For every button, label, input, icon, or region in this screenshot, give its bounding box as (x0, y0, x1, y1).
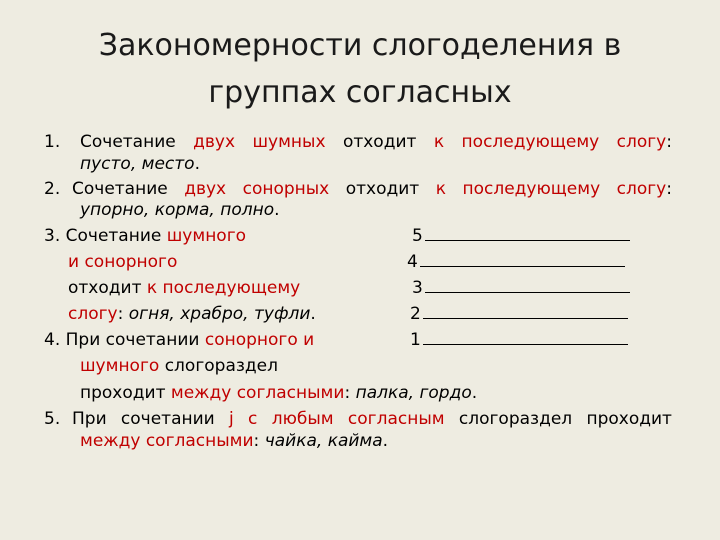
colon: : (666, 179, 672, 199)
scale-item (410, 327, 628, 353)
title-line-2: группах согласных (208, 75, 512, 110)
scale-number: 3 (412, 278, 423, 298)
scale-number: 2 (410, 304, 421, 324)
word-highlight: с (248, 409, 258, 429)
rule-5-line-2 (80, 428, 388, 454)
colon: : (344, 383, 356, 403)
rule-2-number: 2. (44, 179, 61, 199)
rule-3-highlight: шумного (166, 226, 247, 246)
word-highlight: сонорных (242, 179, 330, 199)
word: При (72, 409, 107, 429)
period: . (471, 383, 478, 403)
rule-3-text: 3. Сочетание (44, 226, 167, 246)
rule-4-text: слогораздел (159, 356, 278, 376)
rule-3-text: отходит (68, 278, 147, 298)
scale-number: 4 (407, 252, 418, 272)
word-highlight: двух (184, 179, 227, 199)
blank-line (423, 327, 628, 345)
rule-1-examples: пусто, место (80, 154, 195, 174)
scale-item (410, 301, 628, 327)
word: отходит (342, 132, 417, 152)
rule-3-line-2 (68, 249, 177, 275)
rule-5-examples: чайка, кайма (264, 431, 383, 451)
rule-4-line-3 (80, 380, 477, 406)
rule-4-line-2 (80, 353, 278, 379)
word-highlight: шумных (252, 132, 326, 152)
word-highlight: согласным (347, 409, 445, 429)
scale-item (412, 275, 630, 301)
word: Сочетание (80, 132, 176, 152)
word: сочетании (120, 409, 215, 429)
rule-1-number: 1. (44, 132, 61, 152)
scale-number: 1 (410, 330, 421, 350)
scale-item (407, 249, 625, 275)
rule-3-examples: огня, храбро, туфли (128, 304, 311, 324)
word-highlight: к (433, 132, 445, 152)
period: . (310, 304, 316, 324)
rule-3-highlight: к последующему (146, 278, 301, 298)
rule-3-line-4 (68, 301, 316, 327)
rule-1-examples-line (80, 151, 200, 177)
word-highlight: j (229, 409, 234, 429)
blank-line (420, 249, 625, 267)
word: слогораздел (458, 409, 573, 429)
rule-3-highlight: слогу (68, 304, 118, 324)
word: отходит (345, 179, 420, 199)
word-highlight: слогу (616, 179, 667, 199)
colon: : (117, 304, 129, 324)
blank-line (425, 223, 630, 241)
rule-2-examples: упорно, корма, полно (80, 200, 275, 220)
period: . (194, 154, 200, 174)
blank-line (425, 275, 630, 293)
rule-4-line-1 (44, 327, 314, 353)
rule-4-examples: палка, гордо (355, 383, 472, 403)
rule-3-line-3 (68, 275, 300, 301)
rule-3-line-1 (44, 223, 246, 249)
rule-4-highlight: шумного (80, 356, 160, 376)
word-highlight: слогу (616, 132, 667, 152)
period: . (274, 200, 280, 220)
rule-3-highlight: и сонорного (68, 252, 178, 272)
colon: : (666, 132, 672, 152)
rule-5-highlight: между согласными (80, 431, 254, 451)
blank-line (423, 301, 628, 319)
word-highlight: любым (271, 409, 334, 429)
period: . (382, 431, 389, 451)
rule-4-highlight: сонорного и (204, 330, 315, 350)
colon: : (253, 431, 265, 451)
title-line-1: Закономерности слогоделения в (98, 28, 622, 63)
rule-4-text: проходит (80, 383, 171, 403)
scale-item (412, 223, 630, 249)
word: Сочетание (72, 179, 168, 199)
rule-4-text: 4. При сочетании (44, 330, 205, 350)
word-highlight: последующему (461, 132, 600, 152)
word-highlight: последующему (462, 179, 601, 199)
word-highlight: двух (193, 132, 236, 152)
rule-2-examples-line (80, 197, 280, 223)
rule-5-number: 5. (44, 409, 61, 429)
slide-title (0, 22, 720, 116)
word-highlight: к (435, 179, 446, 199)
word: проходит (586, 409, 672, 429)
rule-4-highlight: между согласными (170, 383, 345, 403)
scale-number: 5 (412, 226, 423, 246)
